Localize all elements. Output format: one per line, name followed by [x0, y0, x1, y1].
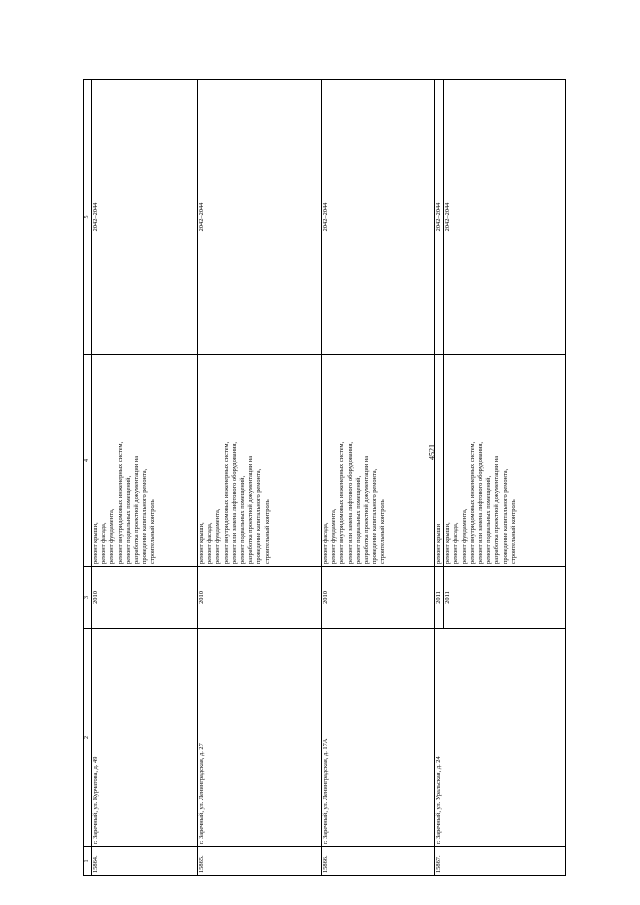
- row-period: 2042–2044: [435, 80, 444, 355]
- table-row: [92, 80, 198, 876]
- row-number: 15865.: [198, 847, 322, 876]
- row-works: [444, 355, 566, 567]
- page-number-text: 4521: [427, 444, 437, 460]
- work-item: ремонт фасада,: [322, 522, 329, 564]
- work-item: ремонт фасада,: [206, 522, 214, 564]
- row-period: 2042–2044: [444, 80, 566, 355]
- work-item: строительный контроль: [379, 499, 387, 564]
- work-item: ремонт или замена лифтового оборудования,: [477, 441, 485, 564]
- table-row: [322, 80, 435, 876]
- row-works: [92, 355, 198, 567]
- work-item: проведение капитального ремонта,: [141, 468, 149, 564]
- work-item: строительный контроль: [509, 499, 517, 564]
- row-number: 15866.: [322, 847, 435, 876]
- work-item: ремонт фундамента,: [214, 508, 222, 564]
- work-item: ремонт крыши,: [198, 522, 205, 564]
- work-item: ремонт крыши,: [92, 522, 99, 564]
- work-item: ремонт подвальных помещений,: [239, 475, 247, 564]
- row-works: [322, 355, 435, 567]
- repair-schedule-table: [83, 79, 566, 876]
- repair-schedule-table-wrapper: [83, 80, 578, 876]
- row-year: 2011: [435, 567, 444, 629]
- work-item: ремонт фундамента,: [460, 508, 468, 564]
- row-year: 2010: [322, 567, 435, 629]
- row-number: 15867.: [435, 847, 566, 876]
- work-item: ремонт внутридомовых инженерных систем,: [222, 441, 230, 564]
- work-item: разработка проектной документации на: [133, 455, 141, 564]
- work-item: разработка проектной документации на: [493, 455, 501, 564]
- work-item: ремонт внутридомовых инженерных систем,: [338, 441, 346, 564]
- row-period: 2042–2044: [198, 80, 322, 355]
- work-item: ремонт фундамента,: [330, 508, 338, 564]
- table-row: [198, 80, 322, 876]
- row-year: 2011: [444, 567, 566, 629]
- work-item: разработка проектной документации на: [247, 455, 255, 564]
- table-header-row: [84, 80, 92, 876]
- row-period: 2042–2044: [92, 80, 198, 355]
- header-col-3: 3: [84, 567, 92, 629]
- work-item: ремонт крыши: [435, 523, 442, 564]
- header-col-4: 4: [84, 355, 92, 567]
- row-address: г. Заречный, ул. Курчатова, д. 49: [92, 629, 198, 847]
- work-item: строительный контроль: [263, 499, 271, 564]
- work-item: ремонт или замена лифтового оборудования,: [346, 441, 354, 564]
- row-address: г. Заречный, ул. Уральская, д. 24: [435, 629, 566, 847]
- work-item: ремонт фасада,: [452, 522, 460, 564]
- work-item: проведение капитального ремонта,: [501, 468, 509, 564]
- header-col-1: 1: [84, 847, 92, 876]
- row-address: г. Заречный, ул. Ленинградская, д. 17А: [322, 629, 435, 847]
- work-item: ремонт фундамента,: [108, 508, 116, 564]
- work-item: проведение капитального ремонта,: [371, 468, 379, 564]
- rotated-table-container: [83, 80, 578, 876]
- row-year: 2010: [198, 567, 322, 629]
- work-item: ремонт подвальных помещений,: [485, 475, 493, 564]
- work-item: проведение капитального ремонта,: [255, 468, 263, 564]
- table-row: [435, 80, 444, 876]
- work-item: строительный контроль: [149, 499, 157, 564]
- work-item: ремонт внутридомовых инженерных систем,: [116, 441, 124, 564]
- work-item: разработка проектной документации на: [363, 455, 371, 564]
- row-number: 15864.: [92, 847, 198, 876]
- work-item: ремонт или замена лифтового оборудования,: [230, 441, 238, 564]
- row-year: 2010: [92, 567, 198, 629]
- work-item: ремонт подвальных помещений,: [354, 475, 362, 564]
- row-works: [435, 355, 444, 567]
- row-works: [198, 355, 322, 567]
- work-item: ремонт подвальных помещений,: [124, 475, 132, 564]
- row-period: 2042–2044: [322, 80, 435, 355]
- header-col-5: 5: [84, 80, 92, 355]
- header-col-2: 2: [84, 629, 92, 847]
- work-item: ремонт фасада,: [100, 522, 108, 564]
- row-address: г. Заречный, ул. Ленинградская, д. 27: [198, 629, 322, 847]
- work-item: ремонт внутридомовых инженерных систем,: [468, 441, 476, 564]
- work-item: ремонт крыши,: [444, 522, 452, 564]
